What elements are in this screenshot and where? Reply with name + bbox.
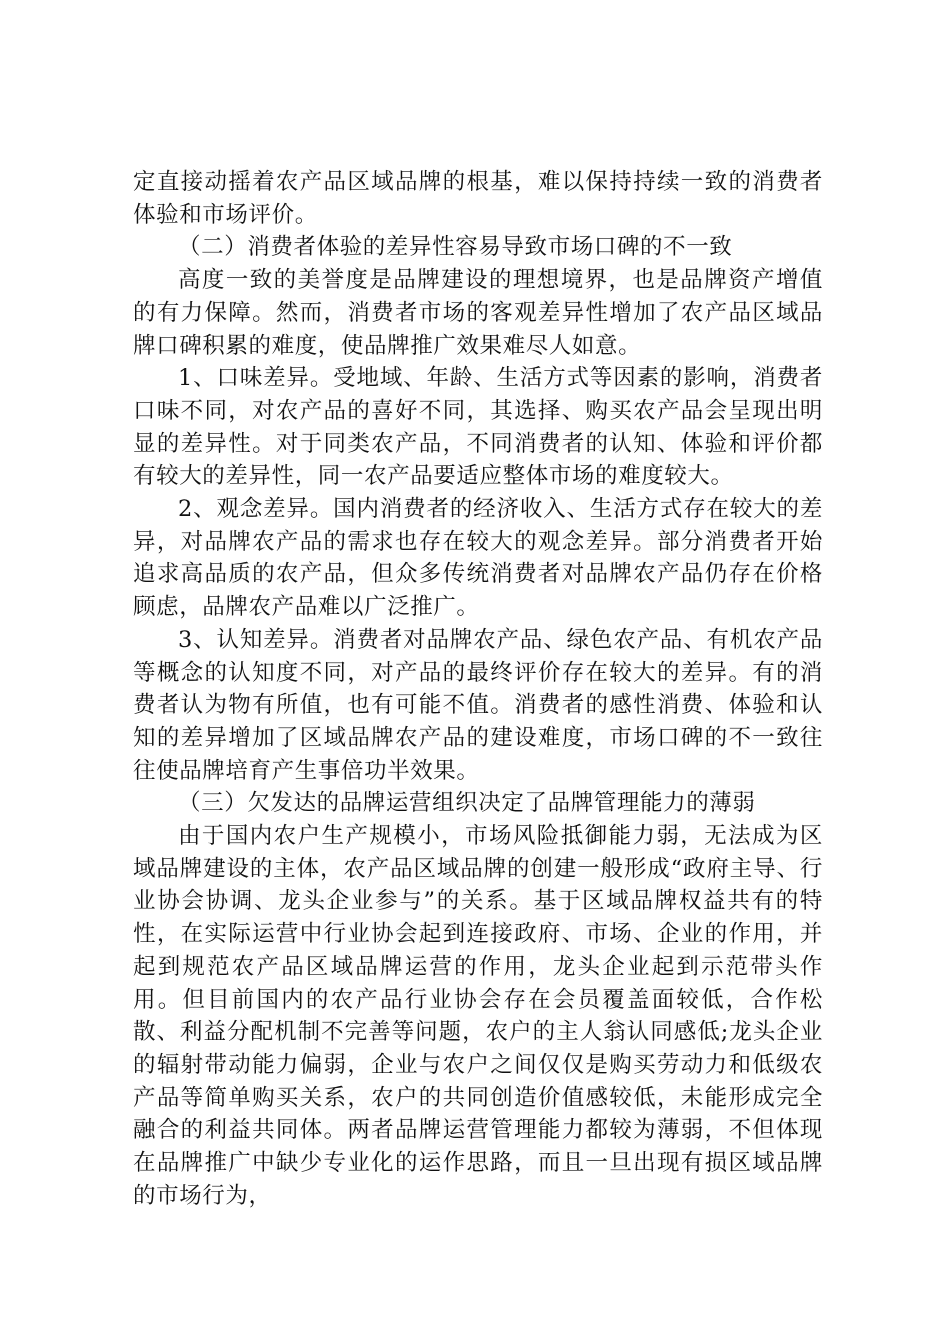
section-heading-3: （三）欠发达的品牌运营组织决定了品牌管理能力的薄弱 xyxy=(178,790,756,817)
paragraph-continuation: 定直接动摇着农产品区域品牌的根基，难以保持持续一致的消费者体验和市场评价。 xyxy=(133,169,823,228)
paragraph-brand-operation: 由于国内农户生产规模小，市场风险抵御能力弱，无法成为区域品牌建设的主体，农产品区域品牌的创建一般形成“政府主导、行业协会协调、龙头企业参与”的关系。基于区域品牌权益共有的特性，在实际运营中行业协会起到连接政府、市场、企业的作用，并起到规范农产品区域品牌运营的作用，龙头企业起到示范带头作用。但目前国内的农产品行业协会存在会员覆盖面较低，合作松散、利益分配机制不完善等问题，农户的主人翁认同感低;龙头企业的辐射带动能力偏弱，企业与农户之间仅仅是购买劳动力和低级农产品等简单购买关系，农户的共同创造价值感较低，未能形成完全融合的利益共同体。两者品牌运营管理能力都较为薄弱，不但体现在品牌推广中缺少专业化的运作思路，而且一旦出现有损区域品牌的市场行为， xyxy=(133,823,823,1209)
paragraph-taste-difference: 1、口味差异。受地域、年龄、生活方式等因素的影响，消费者口味不同，对农产品的喜好不同，其选择、购买农产品会呈现出明显的差异性。对于同类农产品，不同消费者的认知、体验和评价都有较大的差异性，同一农产品要适应整体市场的难度较大。 xyxy=(133,365,823,490)
paragraph-concept-difference: 2、观念差异。国内消费者的经济收入、生活方式存在较大的差异，对品牌农产品的需求也存在较大的观念差异。部分消费者开始追求高品质的农产品，但众多传统消费者对品牌农产品仍存在价格顾虑，品牌农产品难以广泛推广。 xyxy=(133,496,823,621)
section-heading-2: （二）消费者体验的差异性容易导致市场口碑的不一致 xyxy=(178,234,733,261)
paragraph-reputation: 高度一致的美誉度是品牌建设的理想境界，也是品牌资产增值的有力保障。然而，消费者市场的客观差异性增加了农产品区域品牌口碑积累的难度，使品牌推广效果难尽人如意。 xyxy=(133,267,823,359)
paragraph-cognition-difference: 3、认知差异。消费者对品牌农产品、绿色农产品、有机农产品等概念的认知度不同，对产品的最终评价存在较大的差异。有的消费者认为物有所值，也有可能不值。消费者的感性消费、体验和认知的差异增加了区域品牌农产品的建设难度，市场口碑的不一致往往使品牌培育产生事倍功半效果。 xyxy=(133,626,823,784)
document-page xyxy=(133,166,823,1213)
